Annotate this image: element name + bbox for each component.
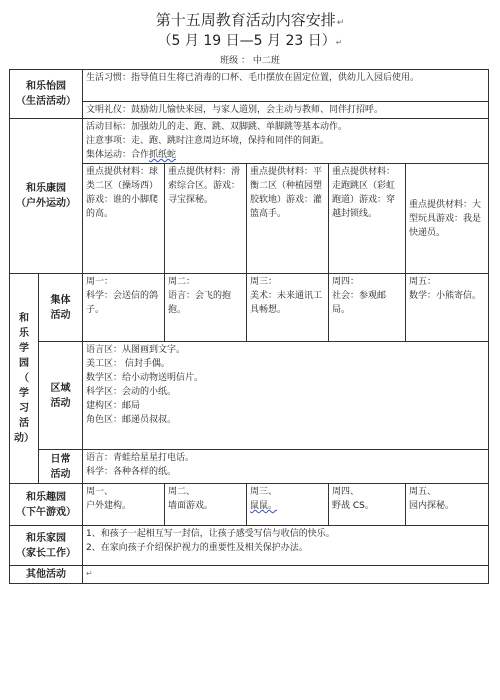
daily-activity-label: 日常 活动: [39, 450, 83, 484]
play-day-cell: 周五、 园内探秘。: [406, 484, 489, 526]
family-line: 1、和孩子一起相互写一封信，让孩子感受写信与收信的快乐。: [86, 529, 335, 539]
spellcheck-underlined-text: 抓纸蛇: [149, 150, 177, 160]
other-cell: [83, 566, 489, 584]
learning-label: 和 乐 学 园 （ 学 习 活 动）: [10, 274, 39, 484]
life-label: 和乐怡园 （生活活动）: [10, 70, 83, 119]
area-line: 建构区：邮局: [86, 401, 141, 411]
learning-row-daily: [10, 450, 489, 484]
daily-activity-cell: [83, 450, 489, 484]
outdoor-goal: 活动目标：加强幼儿的走、跑、跳、双脚跳、单脚跳等基本动作。: [86, 122, 348, 132]
daily-line: 语言：青蛙给星星打电话。: [86, 453, 195, 463]
paragraph-mark: ↵: [335, 38, 343, 47]
play-day-cell: 周二、 墙面游戏。: [165, 484, 247, 526]
play-label: 和乐趣园 （下午游戏）: [10, 484, 83, 526]
life-row-habit: [10, 70, 489, 102]
area-line: 科学区：会动的小纸。: [86, 387, 177, 397]
area-line: 美工区： 信封手偶。: [86, 359, 170, 369]
family-line: 2、在家向孩子介绍保护视力的重要性及相关保护办法。: [86, 543, 308, 553]
outdoor-day-cell: 重点提供材料：走跑跳区（彩虹跑道）游戏：穿越封锁线。: [329, 164, 406, 274]
paragraph-mark: ↵: [336, 18, 345, 28]
area-activity-label: 区域 活动: [39, 342, 83, 450]
schedule-table: [9, 69, 489, 584]
page-title: 第十五周教育活动内容安排↵: [155, 11, 345, 29]
daily-line: 科学：各种各样的纸。: [86, 467, 177, 477]
group-day-cell: 周二： 语言：会飞的抱抱。: [165, 274, 247, 342]
outdoor-label: 和乐康园 （户外运动）: [10, 119, 83, 274]
outdoor-day-cell: 重点提供材料：球类二区（操场西）游戏：谁的小脚爬的高。: [83, 164, 165, 274]
learning-row-area: [10, 342, 489, 450]
outdoor-day-cell: 重点提供材料：滑索综合区。游戏：寻宝探秘。: [165, 164, 247, 274]
family-label: 和乐家园 （家长工作）: [10, 526, 83, 566]
area-activity-cell: [83, 342, 489, 450]
play-row: [10, 484, 489, 526]
family-cell: [83, 526, 489, 566]
family-row: [10, 526, 489, 566]
outdoor-day-cell: 重点提供材料：平衡二区（种植园塑胶软地）游戏：灌篮高手。: [247, 164, 329, 274]
group-day-cell: 周一： 科学：会送信的鸽子。: [83, 274, 165, 342]
other-row: [10, 566, 489, 584]
play-day-cell: 周三、 鼠鼠。: [247, 484, 329, 526]
area-line: 角色区：邮递员叔叔。: [86, 415, 177, 425]
outdoor-notes: 注意事项：走、跑、跳时注意周边环境，保持和同伴的间距。: [86, 136, 330, 146]
learning-row-group: [10, 274, 489, 342]
outdoor-group: 集体运动：合作抓纸蛇: [86, 150, 177, 160]
outdoor-day-cell: 重点提供材料：大型玩具游戏：我是快递员。: [406, 164, 489, 274]
page-subtitle: （5 月 19 日—5 月 23 日）↵: [157, 33, 343, 49]
area-line: 数学区：给小动物送明信片。: [86, 373, 204, 383]
area-line: 语言区：从图画到文字。: [86, 345, 186, 355]
group-day-cell: 周四： 社会：参观邮局。: [329, 274, 406, 342]
life-habit-text: 生活习惯：指导值日生将已消毒的口杯、毛巾摆放在固定位置，供幼儿入园后使用。: [83, 70, 489, 102]
group-day-cell: 周五： 数学：小熊寄信。: [406, 274, 489, 342]
group-activity-label: 集体 活动: [39, 274, 83, 342]
play-day-cell: 周四、 野战 CS。: [329, 484, 406, 526]
life-etiquette-text: 文明礼仪：鼓励幼儿愉快来园，与家人道别，会主动与教师、同伴打招呼。: [83, 102, 489, 119]
paragraph-mark: ↵: [86, 569, 93, 578]
other-label: 其他活动: [10, 566, 83, 584]
outdoor-row-info: [10, 119, 489, 164]
outdoor-info-cell: [83, 119, 489, 164]
group-day-cell: 周三： 美术：未来通讯工具畅想。: [247, 274, 329, 342]
play-day-cell: 周一、 户外建构。: [83, 484, 165, 526]
class-line: 班级 ： 中二班: [220, 56, 280, 66]
